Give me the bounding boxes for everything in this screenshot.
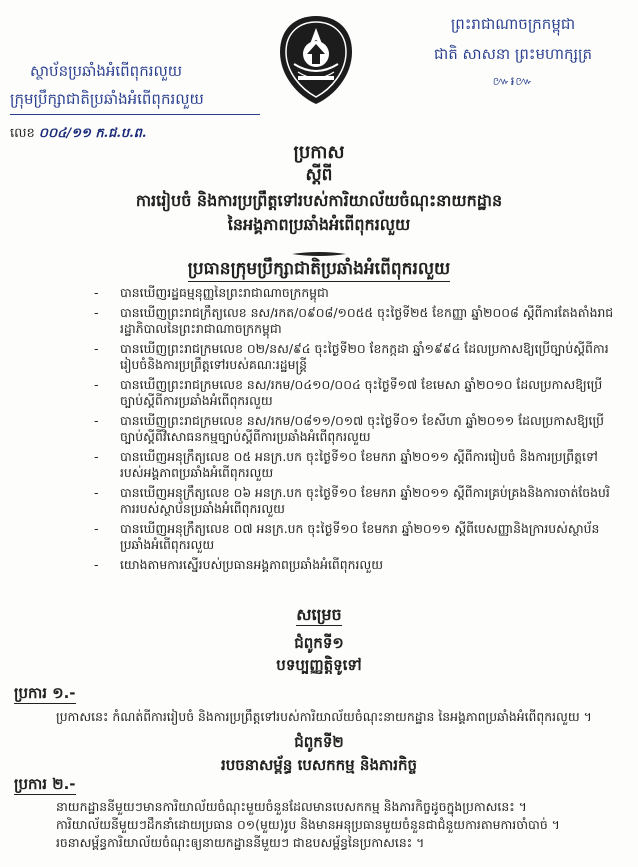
list-item: - បានឃើញអនុក្រឹត្យលេខ ០៥ អនក្រ.បក ចុះថ្ងៃទី១០ ខែមករា ឆ្នាំ២០១១ ស្ដីពីការរៀបចំ និងការប្រព្រឹត្តទៅរបស់អង្គភាពប្រឆាំងអំពើពុករលួយ: [90, 449, 620, 482]
article-1-heading: [14, 684, 76, 706]
list-item: - បានឃើញព្រះរាជក្រឹត្យលេខ នស/រកត/០៩០៨/១០៥៥ ចុះថ្ងៃទី២៥ ខែកញ្ញា ឆ្នាំ២០០៨ ស្ដីពីការតែងតាំងរាជរដ្ឋាភិបាលនៃព្រះរាជាណាចក្រកម្ពុជា: [90, 305, 620, 338]
document-type-title: ប្រកាស: [293, 142, 345, 163]
article-2-heading: [14, 775, 76, 797]
reference-prefix: លេខ: [10, 126, 35, 141]
subject-line-2: នៃអង្គភាពប្រឆាំងអំពើពុករលួយ: [227, 215, 411, 234]
article-1-text: ប្រកាសនេះ កំណត់ពីការរៀបចំ និងការប្រព្រឹត្តទៅរបស់ការិយាល័យចំណុះនាយកដ្ឋាន នៃអង្គភាពប្រឆាំងអំពើពុករលួយ ។: [56, 709, 592, 724]
article-2-line: នាយកដ្ឋាននីមួយៗមានការិយាល័យចំណុះមួយចំនួនដែលមានបេសកកម្ម និងភារកិច្ចដូចក្នុងប្រកាសនេះ ។: [56, 799, 527, 814]
considerations-list: [90, 285, 620, 576]
article-1-label: ប្រការ ១.-: [14, 684, 76, 702]
chapter-1-title: បទប្បញ្ញត្តិទូទៅ: [276, 656, 362, 674]
issuer-heading: [0, 258, 638, 283]
issuer-title: ប្រធានក្រុមប្រឹក្សាជាតិប្រឆាំងអំពើពុករលួយ: [188, 259, 450, 282]
ornament: ៚៛៚: [492, 74, 534, 88]
article-2-label: ប្រការ ២.-: [14, 775, 76, 793]
national-motto: ជាតិ សាសនា ព្រះមហាក្សត្រ: [433, 45, 593, 63]
list-item: - បានឃើញព្រះរាជក្រមលេខ ០២/នស/៩៤ ចុះថ្ងៃទី២០ ខែកក្កដា ឆ្នាំ១៩៩៤ ដែលប្រកាសឱ្យប្រើច្បាប់ស្ដីពីការ រៀបចំនិងការប្រព្រឹត្តទៅរបស់គណៈរដ្ឋមន្ត្រី: [90, 341, 620, 374]
decision-label: សម្រេច: [296, 605, 342, 624]
list-item: - បានឃើញរដ្ឋធម្មនុញ្ញនៃព្រះរាជាណាចក្រកម្ពុជា: [90, 285, 620, 302]
header-left: [10, 62, 260, 144]
council-name: ក្រុមប្រឹក្សាជាតិប្រឆាំងអំពើពុករលួយ: [10, 90, 260, 115]
list-item: - យោងតាមការស្នើរបស់ប្រធានអង្គភាពប្រឆាំងអំពើពុករលួយ: [90, 557, 620, 574]
article-2-line: រចនាសម្ព័ន្ធការិយាល័យចំណុះឲ្យនាយកដ្ឋាននីមួយៗ ជាឧបសម្ព័ន្ធនៃប្រកាសនេះ ។: [56, 835, 425, 850]
chapter-2-number: ជំពូកទី២: [294, 733, 344, 751]
list-item: - បានឃើញអនុក្រឹត្យលេខ ០៦ អនក្រ.បក ចុះថ្ងៃទី១០ ខែមករា ឆ្នាំ២០១១ ស្ដីពីការគ្រប់គ្រងនិងការចាត់ចែងបរិការរបស់ស្ថាប័នប្រឆាំងអំពើពុករលួយ: [90, 485, 620, 518]
article-2-text: [56, 798, 630, 852]
chapter-1-number: ជំពូកទី១: [294, 634, 344, 652]
kingdom-name: ព្រះរាជាណាចក្រកម្ពុជា: [450, 15, 576, 33]
about-label: ស្ដីពី: [305, 165, 333, 185]
subject-line-1: ការរៀបចំ និងការប្រព្រឹត្តទៅរបស់ការិយាល័យចំណុះនាយកដ្ឋាន: [135, 191, 503, 210]
list-item: - បានឃើញអនុក្រឹត្យលេខ ០៧ អនក្រ.បក ចុះថ្ងៃទី១០ ខែមករា ឆ្នាំ២០១១ ស្ដីពីបេសញ្ញានិងក្រារបស់ស្ថាប័នប្រឆាំងអំពើពុករលួយ: [90, 521, 620, 554]
reference-number: ០០៤/១១ ក.ជ.ប.ព.: [38, 126, 147, 141]
article-2-line: ការិយាល័យនីមួយៗដឹកនាំដោយប្រធាន ០១(មួយ)រូប និងមានអនុប្រធានមួយចំនួនជាជំនួយការតាមការចាំបាច់ ។: [56, 817, 560, 832]
decision-heading: [0, 604, 638, 628]
header-right: [398, 15, 628, 91]
ornament-divider-icon: [292, 242, 346, 248]
list-item: - បានឃើញព្រះរាជក្រមលេខ នស/រកម/០៨១១/០១៧ ចុះថ្ងៃទី០១ ខែសីហា ឆ្នាំ២០១១ ដែលប្រកាសឱ្យប្រើច្បាប់ស្ដីពីវិសោធនកម្មច្បាប់ស្ដីពីការប្រឆាំងអំពើពុករលួយ: [90, 413, 620, 446]
institution-name: ស្ថាប័នប្រឆាំងអំពើពុករលួយ: [30, 62, 183, 80]
list-item: - បានឃើញព្រះរាជក្រមលេខ នស/រកម/០៤១០/០០៤ ចុះថ្ងៃទី១៧ ខែមេសា ឆ្នាំ២០១០ ដែលប្រកាសឱ្យប្រើច្បាប់ស្ដីពីការប្រឆាំងអំពើពុករលួយ: [90, 377, 620, 410]
chapter-2-title: របចនាសម្ព័ន្ធ បេសកកម្ម និងភារកិច្ច: [220, 756, 418, 774]
acu-emblem-icon: [276, 14, 356, 106]
